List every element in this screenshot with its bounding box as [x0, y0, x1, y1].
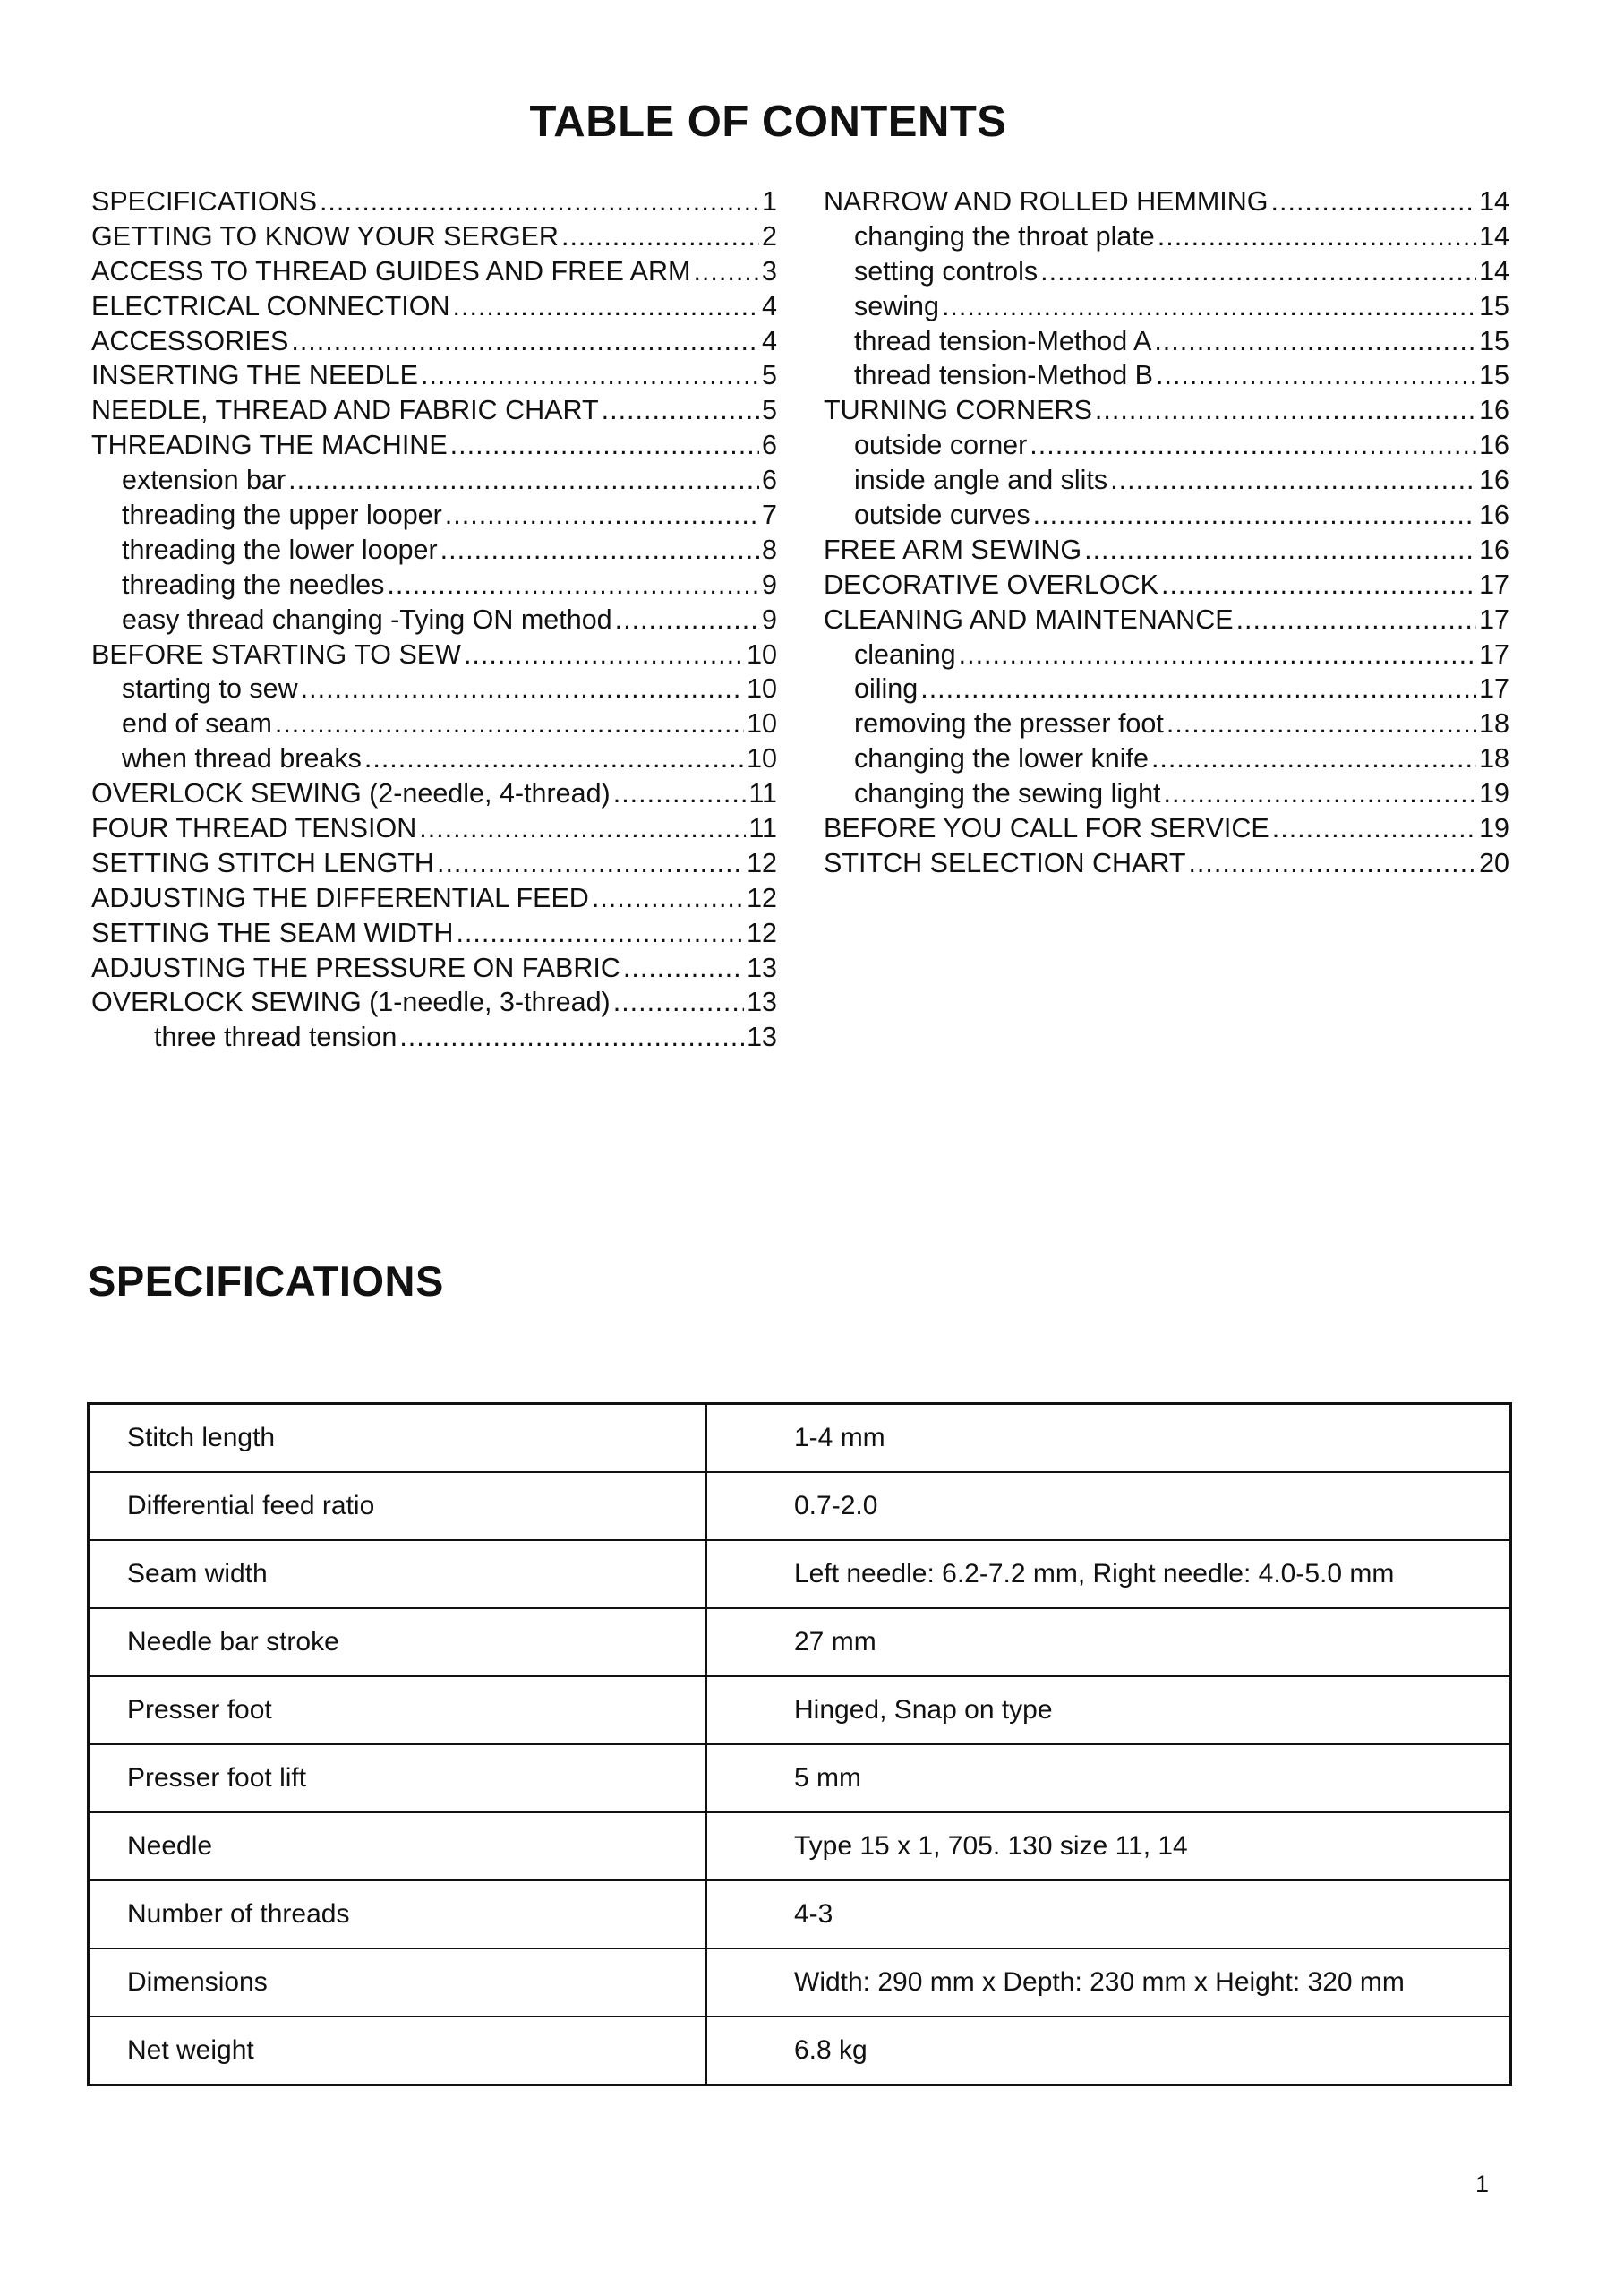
toc-entry	[824, 500, 1509, 535]
toc-leader-dots	[1095, 395, 1476, 426]
toc-entry	[91, 326, 777, 361]
toc-entry	[824, 569, 1509, 604]
spec-value: 0.7-2.0	[706, 1472, 1511, 1540]
toc-leader-dots	[1158, 221, 1476, 253]
toc-entry	[91, 500, 777, 535]
toc-leader-dots	[693, 256, 759, 287]
toc-entry-label: outside corner	[854, 430, 1028, 461]
toc-entry-page: 8	[762, 534, 777, 565]
toc-entry-page: 10	[747, 673, 777, 705]
toc-entry-label: starting to sew	[122, 673, 298, 705]
toc-leader-dots	[1164, 778, 1477, 809]
toc-entry-label: when thread breaks	[122, 743, 362, 775]
spec-row	[89, 1540, 1511, 1608]
toc-entry-page: 10	[747, 708, 777, 740]
toc-entry-label: changing the throat plate	[854, 220, 1155, 252]
toc-entry	[824, 186, 1509, 221]
spec-name: Needle	[89, 1812, 707, 1880]
toc-leader-dots	[920, 673, 1476, 705]
toc-leader-dots	[942, 291, 1476, 322]
toc-entry-page: 20	[1479, 847, 1509, 878]
toc-entry-page: 10	[747, 743, 777, 775]
toc-entry-page: 16	[1479, 500, 1509, 531]
toc-entry	[91, 918, 777, 953]
toc-leader-dots	[1167, 708, 1476, 740]
toc-entry-label: outside curves	[854, 500, 1030, 531]
spec-row	[89, 1812, 1511, 1880]
spec-name: Net weight	[89, 2016, 707, 2085]
toc-entry	[824, 291, 1509, 326]
toc-leader-dots	[1033, 500, 1476, 531]
toc-entry	[824, 639, 1509, 674]
toc-entry	[91, 848, 777, 883]
toc-entry-label: FREE ARM SEWING	[824, 534, 1082, 565]
toc-leader-dots	[1040, 256, 1476, 287]
toc-entry	[91, 743, 777, 778]
toc-entry	[824, 430, 1509, 465]
toc-leader-dots	[602, 395, 759, 426]
toc-entry-label: ADJUSTING THE PRESSURE ON FABRIC	[91, 952, 620, 983]
toc-leader-dots	[1161, 569, 1476, 601]
toc-entry-label: changing the lower knife	[854, 743, 1149, 775]
toc-entry-label: setting controls	[854, 255, 1039, 287]
toc-leader-dots	[1236, 604, 1476, 636]
toc-leader-dots	[320, 186, 759, 218]
toc-entry-page: 3	[762, 255, 777, 287]
toc-entry-page: 13	[747, 1022, 777, 1053]
toc-leader-dots	[1188, 848, 1476, 879]
spec-row	[89, 1948, 1511, 2016]
toc-entry-page: 12	[747, 847, 777, 878]
toc-leader-dots	[275, 708, 744, 740]
toc-entry	[91, 291, 777, 326]
toc-entry	[91, 360, 777, 395]
toc-entry-page: 19	[1479, 778, 1509, 809]
toc-entry-page: 12	[747, 882, 777, 913]
toc-entry-page: 11	[748, 778, 777, 809]
toc-entry	[824, 604, 1509, 639]
toc-entry-label: oiling	[854, 673, 919, 705]
spec-row	[89, 2016, 1511, 2085]
toc-entry-label: threading the lower looper	[122, 534, 438, 565]
toc-entry-page: 10	[747, 638, 777, 670]
toc-entry-label: easy thread changing -Tying ON method	[122, 604, 612, 635]
toc-entry	[824, 743, 1509, 778]
toc-entry	[91, 256, 777, 291]
spec-row	[89, 1744, 1511, 1812]
toc-entry-page: 9	[762, 569, 777, 600]
spec-name: Dimensions	[89, 1948, 707, 2016]
toc-entry-page: 1	[762, 186, 777, 217]
toc-entry-page: 15	[1479, 360, 1509, 391]
toc-entry-label: CLEANING AND MAINTENANCE	[824, 604, 1234, 635]
toc-entry-page: 14	[1479, 220, 1509, 252]
toc-leader-dots	[288, 465, 759, 496]
toc-entry-label: extension bar	[122, 465, 286, 496]
toc-entry	[91, 395, 777, 430]
toc-entry-page: 13	[747, 952, 777, 983]
toc-entry	[824, 326, 1509, 361]
toc-leader-dots	[1110, 465, 1476, 496]
toc-entry	[91, 221, 777, 256]
toc-entry	[91, 708, 777, 743]
toc-entry-page: 13	[747, 987, 777, 1018]
toc-entry	[91, 778, 777, 813]
toc-entry-label: ACCESS TO THREAD GUIDES AND FREE ARM	[91, 255, 691, 287]
toc-leader-dots	[437, 848, 744, 879]
spec-value: 6.8 kg	[706, 2016, 1511, 2085]
toc-entry-label: INSERTING THE NEEDLE	[91, 360, 418, 391]
toc-leader-dots	[623, 953, 744, 984]
spec-name: Differential feed ratio	[89, 1472, 707, 1540]
toc-entry-label: removing the presser foot	[854, 708, 1164, 740]
toc-entry	[91, 639, 777, 674]
toc-entry-page: 17	[1479, 638, 1509, 670]
spec-name: Presser foot	[89, 1676, 707, 1744]
toc-leader-dots	[613, 778, 747, 809]
toc-entry	[824, 360, 1509, 395]
toc-entry-page: 14	[1479, 186, 1509, 217]
toc-entry-page: 16	[1479, 534, 1509, 565]
spec-row	[89, 1676, 1511, 1744]
specifications-table	[87, 1402, 1512, 2086]
toc-entry	[91, 673, 777, 708]
toc-entry-label: GETTING TO KNOW YOUR SERGER	[91, 220, 559, 252]
toc-entry-label: ELECTRICAL CONNECTION	[91, 290, 450, 321]
toc-entry	[824, 708, 1509, 743]
toc-entry	[824, 778, 1509, 813]
toc-entry-label: sewing	[854, 290, 939, 321]
toc-entry-label: NEEDLE, THREAD AND FABRIC CHART	[91, 395, 599, 426]
toc-leader-dots	[450, 430, 759, 461]
toc-entry-page: 16	[1479, 465, 1509, 496]
toc-entry-page: 16	[1479, 430, 1509, 461]
spec-name: Number of threads	[89, 1880, 707, 1948]
toc-entry-label: end of seam	[122, 708, 272, 740]
toc-entry	[91, 813, 777, 848]
toc-left-column	[91, 186, 777, 1057]
toc-entry-label: changing the sewing light	[854, 778, 1161, 809]
toc-entry-label: thread tension-Method B	[854, 360, 1154, 391]
spec-row	[89, 1404, 1511, 1473]
toc-leader-dots	[301, 673, 744, 705]
toc-entry	[91, 430, 777, 465]
toc-leader-dots	[1151, 743, 1476, 775]
toc-leader-dots	[561, 221, 759, 253]
toc-entry-label: threading the needles	[122, 569, 385, 600]
toc-entry-label: threading the upper looper	[122, 500, 442, 531]
toc-entry-page: 4	[762, 290, 777, 321]
toc-entry	[91, 186, 777, 221]
toc-entry	[824, 465, 1509, 500]
toc-entry	[824, 221, 1509, 256]
toc-leader-dots	[291, 326, 759, 357]
spec-name: Needle bar stroke	[89, 1608, 707, 1676]
toc-entry-page: 4	[762, 325, 777, 356]
toc-entry-page: 2	[762, 220, 777, 252]
toc-leader-dots	[440, 535, 759, 566]
toc-entry-label: THREADING THE MACHINE	[91, 430, 448, 461]
spec-row	[89, 1608, 1511, 1676]
toc-leader-dots	[456, 918, 744, 949]
toc-leader-dots	[1154, 326, 1476, 357]
toc-entry-label: three thread tension	[154, 1022, 397, 1053]
toc-entry-label: STITCH SELECTION CHART	[824, 847, 1186, 878]
toc-entry	[91, 465, 777, 500]
toc-right-column	[824, 186, 1509, 883]
toc-entry	[91, 953, 777, 988]
toc-entry-label: thread tension-Method A	[854, 325, 1152, 356]
toc-entry-page: 15	[1479, 325, 1509, 356]
toc-entry-page: 5	[762, 360, 777, 391]
toc-entry	[91, 569, 777, 604]
toc-entry-page: 17	[1479, 604, 1509, 635]
toc-entry-page: 11	[748, 813, 777, 844]
spec-value: Left needle: 6.2-7.2 mm, Right needle: 4.0-5.0 mm	[706, 1540, 1511, 1608]
toc-entry-page: 7	[762, 500, 777, 531]
toc-entry-label: SPECIFICATIONS	[91, 186, 317, 217]
toc-entry-page: 6	[762, 430, 777, 461]
toc-entry-page: 17	[1479, 569, 1509, 600]
toc-entry-page: 18	[1479, 708, 1509, 740]
toc-leader-dots	[613, 987, 744, 1018]
toc-leader-dots	[399, 1022, 744, 1053]
toc-leader-dots	[615, 604, 759, 636]
spec-name: Stitch length	[89, 1404, 707, 1473]
toc-entry	[91, 604, 777, 639]
spec-row	[89, 1880, 1511, 1948]
toc-entry-page: 5	[762, 395, 777, 426]
toc-leader-dots	[453, 291, 760, 322]
spec-value: 1-4 mm	[706, 1404, 1511, 1473]
toc-entry-label: OVERLOCK SEWING (2-needle, 4-thread)	[91, 778, 611, 809]
toc-leader-dots	[1271, 186, 1477, 218]
spec-row	[89, 1472, 1511, 1540]
toc-entry	[91, 1022, 777, 1057]
toc-leader-dots	[1156, 360, 1476, 391]
specifications-heading: SPECIFICATIONS	[88, 1257, 444, 1305]
toc-entry-label: SETTING THE SEAM WIDTH	[91, 917, 454, 948]
page-number: 1	[1475, 2171, 1490, 2197]
toc-entry-label: SETTING STITCH LENGTH	[91, 847, 434, 878]
toc-entry-page: 14	[1479, 255, 1509, 287]
toc-entry-page: 16	[1479, 395, 1509, 426]
toc-leader-dots	[445, 500, 759, 531]
toc-entry	[824, 256, 1509, 291]
page-title: TABLE OF CONTENTS	[529, 98, 1007, 146]
toc-leader-dots	[387, 569, 759, 601]
toc-entry-label: FOUR THREAD TENSION	[91, 813, 417, 844]
spec-name: Seam width	[89, 1540, 707, 1608]
toc-leader-dots	[1030, 430, 1476, 461]
toc-entry-label: NARROW AND ROLLED HEMMING	[824, 186, 1269, 217]
toc-leader-dots	[419, 813, 746, 844]
toc-entry-page: 6	[762, 465, 777, 496]
toc-entry-label: inside angle and slits	[854, 465, 1108, 496]
toc-entry	[824, 813, 1509, 848]
toc-leader-dots	[959, 639, 1476, 671]
toc-entry-label: ACCESSORIES	[91, 325, 289, 356]
spec-value: Width: 290 mm x Depth: 230 mm x Height: 320 mm	[706, 1948, 1511, 2016]
toc-entry-label: OVERLOCK SEWING (1-needle, 3-thread)	[91, 987, 611, 1018]
toc-entry	[824, 535, 1509, 569]
spec-value: 27 mm	[706, 1608, 1511, 1676]
spec-value: Type 15 x 1, 705. 130 size 11, 14	[706, 1812, 1511, 1880]
toc-entry-page: 17	[1479, 673, 1509, 705]
spec-value: 4-3	[706, 1880, 1511, 1948]
toc-leader-dots	[364, 743, 744, 775]
spec-name: Presser foot lift	[89, 1744, 707, 1812]
toc-leader-dots	[1084, 535, 1476, 566]
toc-leader-dots	[592, 883, 744, 914]
spec-value: 5 mm	[706, 1744, 1511, 1812]
toc-entry-page: 9	[762, 604, 777, 635]
toc-entry	[824, 848, 1509, 883]
toc-entry	[91, 987, 777, 1022]
toc-entry-label: ADJUSTING THE DIFFERENTIAL FEED	[91, 882, 589, 913]
toc-entry-page: 19	[1479, 813, 1509, 844]
toc-entry-label: cleaning	[854, 638, 956, 670]
toc-entry-page: 18	[1479, 743, 1509, 775]
toc-entry-label: BEFORE STARTING TO SEW	[91, 638, 461, 670]
toc-leader-dots	[421, 360, 759, 391]
spec-value: Hinged, Snap on type	[706, 1676, 1511, 1744]
toc-entry-page: 12	[747, 917, 777, 948]
toc-leader-dots	[464, 639, 744, 671]
toc-entry-label: BEFORE YOU CALL FOR SERVICE	[824, 813, 1269, 844]
toc-entry-page: 15	[1479, 290, 1509, 321]
toc-entry	[91, 883, 777, 918]
toc-leader-dots	[1272, 813, 1476, 844]
toc-entry-label: DECORATIVE OVERLOCK	[824, 569, 1158, 600]
toc-entry	[91, 535, 777, 569]
toc-entry	[824, 673, 1509, 708]
toc-entry	[824, 395, 1509, 430]
toc-entry-label: TURNING CORNERS	[824, 395, 1092, 426]
